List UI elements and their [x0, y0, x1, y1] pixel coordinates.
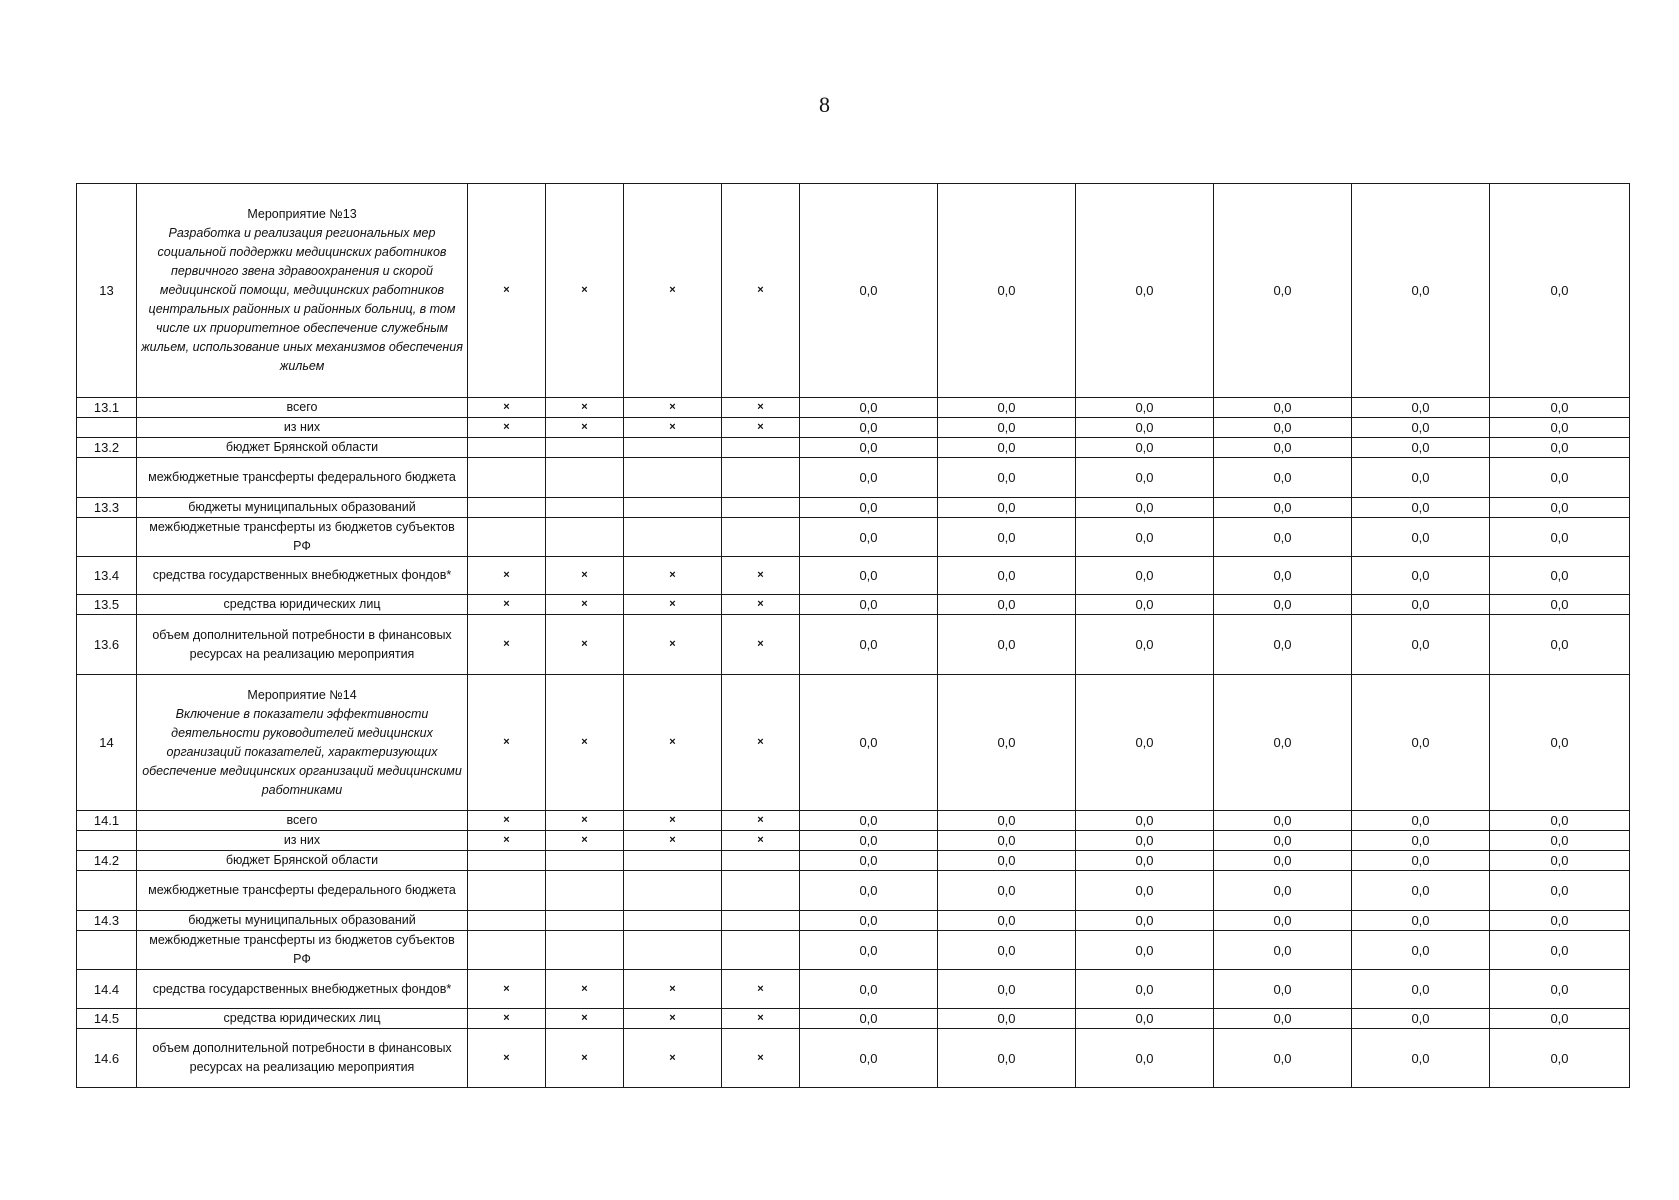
- cross-mark: ×: [546, 675, 624, 811]
- empty-cell: [468, 518, 546, 557]
- value-cell: 0,0: [1352, 851, 1490, 871]
- cross-mark: ×: [722, 557, 800, 595]
- value-cell: 0,0: [800, 851, 938, 871]
- empty-cell: [546, 518, 624, 557]
- empty-cell: [722, 498, 800, 518]
- value-cell: 0,0: [800, 438, 938, 458]
- value-cell: 0,0: [938, 398, 1076, 418]
- cross-mark: ×: [468, 595, 546, 615]
- value-cell: 0,0: [1352, 970, 1490, 1009]
- value-cell: 0,0: [1214, 871, 1352, 911]
- value-cell: 0,0: [1490, 911, 1630, 931]
- value-cell: 0,0: [1352, 418, 1490, 438]
- row-number: [77, 418, 137, 438]
- value-cell: 0,0: [1214, 1009, 1352, 1029]
- value-cell: 0,0: [800, 811, 938, 831]
- cross-mark: ×: [546, 831, 624, 851]
- empty-cell: [624, 458, 722, 498]
- value-cell: 0,0: [1076, 458, 1214, 498]
- value-cell: 0,0: [1214, 595, 1352, 615]
- value-cell: 0,0: [1076, 398, 1214, 418]
- row-label: из них: [137, 418, 468, 438]
- value-cell: 0,0: [938, 831, 1076, 851]
- value-cell: 0,0: [800, 557, 938, 595]
- value-cell: 0,0: [1076, 851, 1214, 871]
- cross-mark: ×: [722, 615, 800, 675]
- table-row: [77, 811, 1630, 831]
- value-cell: 0,0: [938, 438, 1076, 458]
- empty-cell: [468, 498, 546, 518]
- page-number: 8: [819, 92, 830, 117]
- cross-mark: ×: [624, 418, 722, 438]
- value-cell: 0,0: [800, 458, 938, 498]
- value-cell: 0,0: [1352, 398, 1490, 418]
- cross-mark: ×: [624, 595, 722, 615]
- value-cell: 0,0: [1076, 615, 1214, 675]
- value-cell: 0,0: [1214, 418, 1352, 438]
- value-cell: 0,0: [1490, 595, 1630, 615]
- cross-mark: ×: [722, 184, 800, 398]
- measure-heading: Мероприятие №14: [247, 687, 357, 702]
- empty-cell: [546, 911, 624, 931]
- table-row: [77, 557, 1630, 595]
- value-cell: 0,0: [1490, 970, 1630, 1009]
- empty-cell: [546, 851, 624, 871]
- value-cell: 0,0: [938, 557, 1076, 595]
- cross-mark: ×: [624, 675, 722, 811]
- value-cell: 0,0: [1214, 557, 1352, 595]
- empty-cell: [468, 931, 546, 970]
- row-label: средства юридических лиц: [137, 595, 468, 615]
- row-number: 14.6: [77, 1029, 137, 1088]
- cross-mark: ×: [468, 184, 546, 398]
- value-cell: 0,0: [1214, 1029, 1352, 1088]
- value-cell: 0,0: [1352, 438, 1490, 458]
- value-cell: 0,0: [1490, 831, 1630, 851]
- value-cell: 0,0: [1352, 811, 1490, 831]
- value-cell: 0,0: [1490, 1029, 1630, 1088]
- value-cell: 0,0: [800, 184, 938, 398]
- row-label: объем дополнительной потребности в финансовых ресурсах на реализацию мероприятия: [137, 615, 468, 675]
- row-label: бюджеты муниципальных образований: [137, 911, 468, 931]
- row-label: всего: [137, 398, 468, 418]
- value-cell: 0,0: [1076, 675, 1214, 811]
- value-cell: 0,0: [1076, 811, 1214, 831]
- measure-description: Включение в показатели эффективности деятельности руководителей медицинских организаций показателей, характеризующих обеспечение медицинских организаций медицинскими работниками: [142, 706, 462, 797]
- cross-mark: ×: [468, 1029, 546, 1088]
- value-cell: 0,0: [938, 458, 1076, 498]
- row-number: [77, 931, 137, 970]
- empty-cell: [468, 911, 546, 931]
- table-row: [77, 438, 1630, 458]
- value-cell: 0,0: [1076, 931, 1214, 970]
- value-cell: 0,0: [938, 1029, 1076, 1088]
- value-cell: 0,0: [800, 1009, 938, 1029]
- row-label: из них: [137, 831, 468, 851]
- row-label: всего: [137, 811, 468, 831]
- value-cell: 0,0: [1076, 970, 1214, 1009]
- value-cell: 0,0: [938, 595, 1076, 615]
- table-row: [77, 458, 1630, 498]
- value-cell: 0,0: [1352, 1009, 1490, 1029]
- value-cell: 0,0: [1490, 675, 1630, 811]
- empty-cell: [624, 851, 722, 871]
- row-label: бюджет Брянской области: [137, 851, 468, 871]
- measure-title: [137, 675, 468, 811]
- cross-mark: ×: [546, 398, 624, 418]
- measure-row: [77, 675, 1630, 811]
- row-label: бюджет Брянской области: [137, 438, 468, 458]
- value-cell: 0,0: [1490, 931, 1630, 970]
- row-number: 14.4: [77, 970, 137, 1009]
- value-cell: 0,0: [1214, 970, 1352, 1009]
- row-label: межбюджетные трансферты из бюджетов субъектов РФ: [137, 931, 468, 970]
- value-cell: 0,0: [800, 398, 938, 418]
- value-cell: 0,0: [1352, 871, 1490, 911]
- value-cell: 0,0: [1490, 498, 1630, 518]
- cross-mark: ×: [546, 1009, 624, 1029]
- cross-mark: ×: [624, 1029, 722, 1088]
- cross-mark: ×: [722, 595, 800, 615]
- table-row: [77, 418, 1630, 438]
- empty-cell: [624, 931, 722, 970]
- row-label: средства государственных внебюджетных фондов*: [137, 970, 468, 1009]
- row-number: 14.1: [77, 811, 137, 831]
- value-cell: 0,0: [938, 911, 1076, 931]
- value-cell: 0,0: [800, 931, 938, 970]
- row-number: 13.4: [77, 557, 137, 595]
- table-row: [77, 1029, 1630, 1088]
- financing-table: [76, 183, 1630, 1088]
- value-cell: 0,0: [938, 1009, 1076, 1029]
- value-cell: 0,0: [800, 518, 938, 557]
- row-number: [77, 871, 137, 911]
- value-cell: 0,0: [1490, 398, 1630, 418]
- empty-cell: [546, 458, 624, 498]
- measure-heading: Мероприятие №13: [247, 207, 357, 221]
- table-row: [77, 1009, 1630, 1029]
- empty-cell: [722, 458, 800, 498]
- value-cell: 0,0: [800, 970, 938, 1009]
- cross-mark: ×: [624, 811, 722, 831]
- value-cell: 0,0: [938, 615, 1076, 675]
- cross-mark: ×: [624, 970, 722, 1009]
- value-cell: 0,0: [800, 675, 938, 811]
- cross-mark: ×: [546, 615, 624, 675]
- empty-cell: [722, 871, 800, 911]
- value-cell: 0,0: [1352, 615, 1490, 675]
- value-cell: 0,0: [938, 931, 1076, 970]
- value-cell: 0,0: [1352, 675, 1490, 811]
- empty-cell: [546, 931, 624, 970]
- value-cell: 0,0: [800, 871, 938, 911]
- value-cell: 0,0: [938, 851, 1076, 871]
- value-cell: 0,0: [938, 970, 1076, 1009]
- cross-mark: ×: [722, 675, 800, 811]
- value-cell: 0,0: [1490, 851, 1630, 871]
- value-cell: 0,0: [1352, 458, 1490, 498]
- row-number: 13.5: [77, 595, 137, 615]
- row-number: 14.3: [77, 911, 137, 931]
- table-row: [77, 398, 1630, 418]
- value-cell: 0,0: [1214, 851, 1352, 871]
- empty-cell: [468, 871, 546, 911]
- value-cell: 0,0: [1490, 871, 1630, 911]
- value-cell: 0,0: [1076, 1029, 1214, 1088]
- value-cell: 0,0: [938, 675, 1076, 811]
- value-cell: 0,0: [938, 418, 1076, 438]
- value-cell: 0,0: [800, 615, 938, 675]
- empty-cell: [624, 911, 722, 931]
- value-cell: 0,0: [1352, 831, 1490, 851]
- value-cell: 0,0: [1490, 1009, 1630, 1029]
- row-number: 13.1: [77, 398, 137, 418]
- cross-mark: ×: [722, 831, 800, 851]
- value-cell: 0,0: [1214, 811, 1352, 831]
- cross-mark: ×: [624, 1009, 722, 1029]
- empty-cell: [624, 518, 722, 557]
- value-cell: 0,0: [938, 184, 1076, 398]
- cross-mark: ×: [722, 1029, 800, 1088]
- row-number: 13.3: [77, 498, 137, 518]
- value-cell: 0,0: [1076, 438, 1214, 458]
- value-cell: 0,0: [1352, 931, 1490, 970]
- cross-mark: ×: [722, 1009, 800, 1029]
- cross-mark: ×: [722, 970, 800, 1009]
- table-row: [77, 871, 1630, 911]
- cross-mark: ×: [468, 557, 546, 595]
- value-cell: 0,0: [1214, 398, 1352, 418]
- cross-mark: ×: [468, 418, 546, 438]
- value-cell: 0,0: [800, 831, 938, 851]
- cross-mark: ×: [546, 557, 624, 595]
- row-number: 13.2: [77, 438, 137, 458]
- value-cell: 0,0: [1214, 911, 1352, 931]
- value-cell: 0,0: [800, 911, 938, 931]
- row-number: 14.5: [77, 1009, 137, 1029]
- value-cell: 0,0: [1214, 831, 1352, 851]
- cross-mark: ×: [624, 184, 722, 398]
- value-cell: 0,0: [1076, 911, 1214, 931]
- cross-mark: ×: [722, 398, 800, 418]
- table-row: [77, 595, 1630, 615]
- table-row: [77, 615, 1630, 675]
- table-row: [77, 911, 1630, 931]
- row-label: межбюджетные трансферты федерального бюджета: [137, 871, 468, 911]
- table-row: [77, 931, 1630, 970]
- table-row: [77, 970, 1630, 1009]
- row-number: [77, 831, 137, 851]
- table-row: [77, 498, 1630, 518]
- value-cell: 0,0: [1076, 418, 1214, 438]
- value-cell: 0,0: [1076, 595, 1214, 615]
- value-cell: 0,0: [1214, 518, 1352, 557]
- value-cell: 0,0: [1352, 557, 1490, 595]
- value-cell: 0,0: [800, 498, 938, 518]
- value-cell: 0,0: [1214, 615, 1352, 675]
- value-cell: 0,0: [1214, 931, 1352, 970]
- cross-mark: ×: [546, 811, 624, 831]
- empty-cell: [722, 911, 800, 931]
- cross-mark: ×: [468, 811, 546, 831]
- cross-mark: ×: [468, 398, 546, 418]
- value-cell: 0,0: [1076, 831, 1214, 851]
- value-cell: 0,0: [1490, 615, 1630, 675]
- value-cell: 0,0: [1490, 811, 1630, 831]
- value-cell: 0,0: [1076, 518, 1214, 557]
- measure-description: Разработка и реализация региональных мер социальной поддержки медицинских работников первичного звена здравоохранения и скорой медицинской помощи, медицинских работников центральных районных и районных больниц, в том числе их приоритетное обеспечение служебным жильем, использование иных механизмов обеспечения жильем: [141, 226, 463, 373]
- empty-cell: [468, 458, 546, 498]
- cross-mark: ×: [624, 831, 722, 851]
- value-cell: 0,0: [1214, 184, 1352, 398]
- value-cell: 0,0: [1352, 1029, 1490, 1088]
- value-cell: 0,0: [1352, 184, 1490, 398]
- value-cell: 0,0: [1214, 675, 1352, 811]
- cross-mark: ×: [468, 970, 546, 1009]
- cross-mark: ×: [624, 557, 722, 595]
- row-label: средства государственных внебюджетных фондов*: [137, 557, 468, 595]
- value-cell: 0,0: [938, 871, 1076, 911]
- empty-cell: [468, 438, 546, 458]
- row-label: средства юридических лиц: [137, 1009, 468, 1029]
- value-cell: 0,0: [800, 595, 938, 615]
- table-body: [77, 184, 1630, 1088]
- empty-cell: [546, 438, 624, 458]
- empty-cell: [624, 438, 722, 458]
- cross-mark: ×: [468, 675, 546, 811]
- measure-row: [77, 184, 1630, 398]
- row-label: межбюджетные трансферты федерального бюджета: [137, 458, 468, 498]
- value-cell: 0,0: [1352, 498, 1490, 518]
- value-cell: 0,0: [1076, 184, 1214, 398]
- cross-mark: ×: [624, 398, 722, 418]
- value-cell: 0,0: [938, 811, 1076, 831]
- cross-mark: ×: [546, 418, 624, 438]
- empty-cell: [624, 498, 722, 518]
- empty-cell: [546, 871, 624, 911]
- row-label: бюджеты муниципальных образований: [137, 498, 468, 518]
- cross-mark: ×: [546, 595, 624, 615]
- cross-mark: ×: [624, 615, 722, 675]
- empty-cell: [722, 438, 800, 458]
- value-cell: 0,0: [1490, 184, 1630, 398]
- value-cell: 0,0: [1352, 518, 1490, 557]
- cross-mark: ×: [546, 970, 624, 1009]
- table-row: [77, 518, 1630, 557]
- value-cell: 0,0: [800, 1029, 938, 1088]
- value-cell: 0,0: [800, 418, 938, 438]
- row-number: 14: [77, 675, 137, 811]
- row-number: 13: [77, 184, 137, 398]
- row-label: межбюджетные трансферты из бюджетов субъектов РФ: [137, 518, 468, 557]
- value-cell: 0,0: [938, 518, 1076, 557]
- row-number: [77, 458, 137, 498]
- cross-mark: ×: [468, 831, 546, 851]
- empty-cell: [468, 851, 546, 871]
- measure-title: [137, 184, 468, 398]
- value-cell: 0,0: [1076, 557, 1214, 595]
- value-cell: 0,0: [1490, 518, 1630, 557]
- value-cell: 0,0: [1214, 438, 1352, 458]
- row-number: 13.6: [77, 615, 137, 675]
- value-cell: 0,0: [1076, 498, 1214, 518]
- empty-cell: [722, 518, 800, 557]
- cross-mark: ×: [468, 615, 546, 675]
- value-cell: 0,0: [1490, 418, 1630, 438]
- cross-mark: ×: [546, 1029, 624, 1088]
- row-number: 14.2: [77, 851, 137, 871]
- value-cell: 0,0: [1352, 911, 1490, 931]
- value-cell: 0,0: [1214, 458, 1352, 498]
- value-cell: 0,0: [1214, 498, 1352, 518]
- value-cell: 0,0: [1490, 557, 1630, 595]
- table-row: [77, 851, 1630, 871]
- value-cell: 0,0: [938, 498, 1076, 518]
- empty-cell: [546, 498, 624, 518]
- value-cell: 0,0: [1352, 595, 1490, 615]
- cross-mark: ×: [722, 811, 800, 831]
- table-row: [77, 831, 1630, 851]
- value-cell: 0,0: [1490, 458, 1630, 498]
- empty-cell: [624, 871, 722, 911]
- value-cell: 0,0: [1076, 1009, 1214, 1029]
- empty-cell: [722, 931, 800, 970]
- value-cell: 0,0: [1490, 438, 1630, 458]
- row-number: [77, 518, 137, 557]
- empty-cell: [722, 851, 800, 871]
- row-label: объем дополнительной потребности в финансовых ресурсах на реализацию мероприятия: [137, 1029, 468, 1088]
- cross-mark: ×: [546, 184, 624, 398]
- cross-mark: ×: [468, 1009, 546, 1029]
- cross-mark: ×: [722, 418, 800, 438]
- value-cell: 0,0: [1076, 871, 1214, 911]
